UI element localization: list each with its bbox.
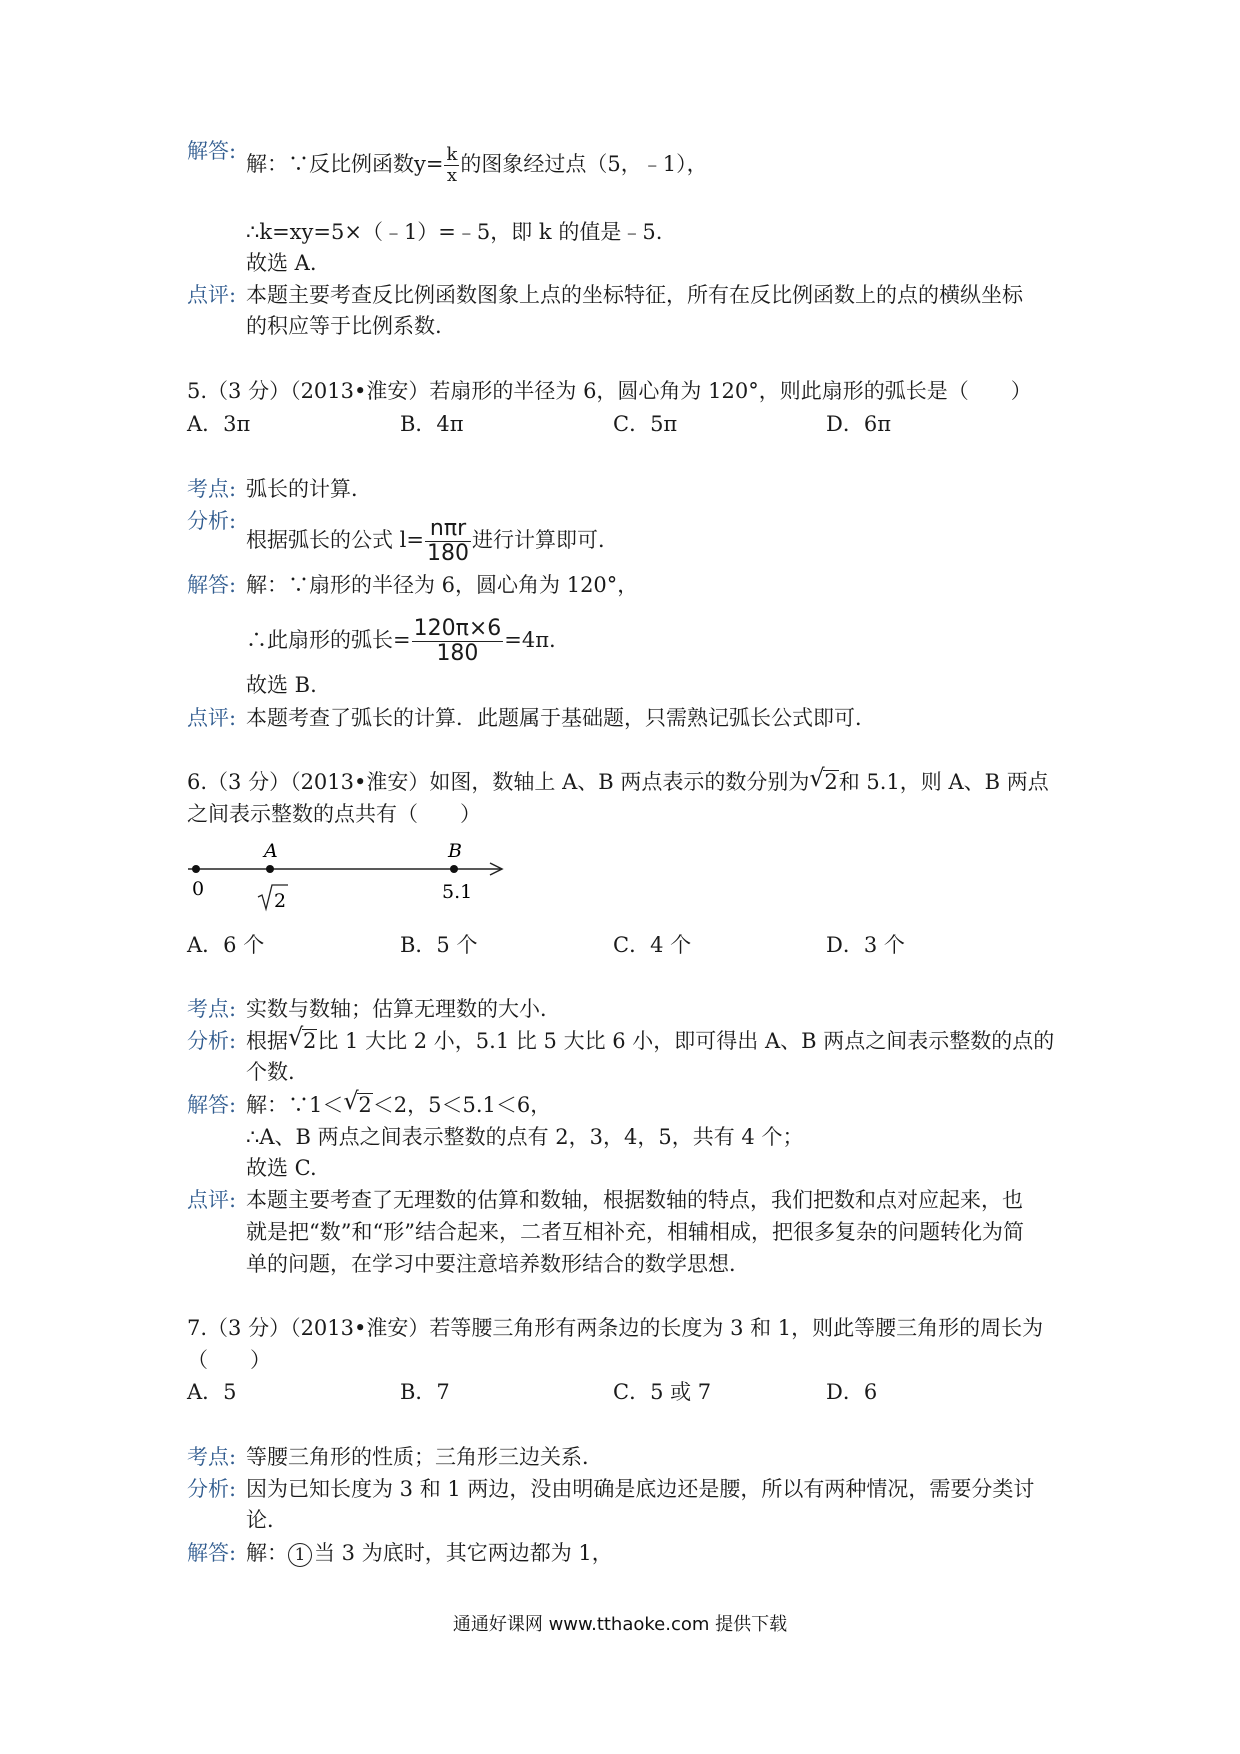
q7-option-d: D．6 [826, 1380, 878, 1404]
q6-comment-line-1: 本题主要考查了无理数的估算和数轴，根据数轴的特点，我们把数和点对应起来，也 [246, 1188, 1023, 1212]
q4-answer-line-2: ∴k=xy=5×（﹣1）=﹣5，即 k 的值是﹣5. [246, 220, 663, 244]
q5-option-d: D．6π [826, 412, 891, 436]
q6-stem-line-2: 之间表示整数的点共有（ ） [187, 802, 481, 826]
q6-option-b: B．5 个 [400, 933, 478, 957]
q5-arc-calc-den: 180 [412, 641, 504, 665]
q5-arc-calc [412, 618, 504, 665]
q6-analysis-sqrt: √ 2 [288, 1023, 317, 1053]
knowledge-label: 考点: [187, 997, 237, 1021]
q6-stem-text: 6.（3 分）（2013•淮安）如图，数轴上 A、B 两点表示的数分别为 [187, 770, 810, 794]
knowledge-label: 考点: [187, 477, 237, 501]
q5-knowledge: 弧长的计算． [246, 477, 372, 501]
analysis-label: 分析: [187, 1029, 237, 1053]
q6-number-line-figure [180, 835, 520, 935]
knowledge-label: 考点: [187, 1445, 237, 1469]
q6-option-a: A．6 个 [187, 933, 265, 957]
q5-answer-text: ∴此扇形的弧长= [246, 628, 411, 652]
q7-option-c: C．5 或 7 [613, 1380, 712, 1404]
q4-fraction-den: x [444, 165, 459, 185]
q5-comment: 本题考查了弧长的计算．此题属于基础题，只需熟记弧长公式即可． [246, 706, 876, 730]
comment-label: 点评: [187, 706, 237, 730]
q6-analysis-line-1 [246, 1023, 1055, 1055]
q5-arc-calc-num: 120π×6 [413, 616, 502, 641]
comment-label: 点评: [187, 283, 237, 307]
q6-stem-line-1 [187, 764, 1049, 796]
q6-answer-sqrt: √ 2 [343, 1087, 372, 1117]
q6-analysis-text-end: 比 1 大比 2 小，5.1 比 5 大比 6 小，即可得出 A、B 两点之间表示整数的点的 [317, 1029, 1055, 1053]
origin-point [192, 865, 200, 873]
q5-answer-line-1: 解：∵扇形的半径为 6，圆心角为 120°， [246, 573, 639, 597]
q4-comment-line-1: 本题主要考查反比例函数图象上点的坐标特征，所有在反比例函数上的点的横纵坐标 [246, 283, 1023, 307]
point-a-label: A [264, 840, 278, 862]
q5-answer-text-end: =4π. [504, 628, 556, 652]
q6-analysis-line-2: 个数. [246, 1060, 295, 1084]
point-b-label: B [448, 840, 462, 862]
q6-option-c: C．4 个 [613, 933, 692, 957]
q7-option-b: B．7 [400, 1380, 450, 1404]
q4-answer-text: 解：∵反比例函数 [246, 152, 414, 176]
analysis-label: 分析: [187, 1477, 237, 1501]
q5-arc-formula-num: nπr [429, 516, 467, 541]
q5-answer-line-2 [246, 618, 556, 665]
q6-comment-line-2: 就是把“数”和“形”结合起来，二者互相补充，相辅相成，把很多复杂的问题转化为简 [246, 1220, 1024, 1244]
page-footer: 通通好课网 www.tthaoke.com 提供下载 [452, 1614, 788, 1635]
answer-label: 解答: [187, 139, 237, 163]
q5-option-b: B．4π [400, 412, 464, 436]
q6-analysis-text: 根据 [246, 1029, 288, 1053]
q4-comment-line-2: 的积应等于比例系数. [246, 314, 442, 338]
q7-answer-line-1 [246, 1539, 613, 1567]
answer-label: 解答: [187, 1093, 237, 1117]
q4-formula-y: y= [414, 152, 444, 176]
q6-sqrt-radicand: 2 [824, 770, 838, 794]
q5-option-a: A．3π [187, 412, 251, 436]
q7-analysis-line-1: 因为已知长度为 3 和 1 两边，没由明确是底边还是腰，所以有两种情况，需要分类讨 [246, 1477, 1035, 1501]
origin-label: 0 [192, 878, 205, 900]
q6-option-d: D．3 个 [826, 933, 905, 957]
q4-fraction-num: k [446, 144, 458, 165]
q4-answer-line-1 [246, 146, 708, 185]
q7-stem-line-1: 7.（3 分）（2013•淮安）若等腰三角形有两条边的长度为 3 和 1，则此等腰三角形的周长为 [187, 1316, 1044, 1340]
circled-number: 1 [288, 1543, 312, 1567]
q6-answer-sqrt-radicand: 2 [358, 1093, 372, 1117]
point-a-dot [266, 865, 274, 873]
answer-label: 解答: [187, 1541, 237, 1565]
q4-fraction [444, 146, 459, 185]
point-b-value: 5.1 [442, 881, 473, 903]
q5-option-c: C．5π [613, 412, 678, 436]
q5-analysis-text-end: 进行计算即可． [472, 528, 619, 552]
q6-answer-text-end: ＜2，5＜5.1＜6， [372, 1093, 552, 1117]
q5-arc-formula-den: 180 [427, 541, 469, 566]
point-a-value: 2 [274, 890, 287, 912]
q7-analysis-line-2: 论． [246, 1508, 288, 1532]
q7-stem-line-2: （ ） [187, 1348, 271, 1372]
q4-answer-line-3: 故选 A. [246, 251, 317, 275]
point-b-dot [450, 865, 458, 873]
q5-analysis [246, 518, 619, 565]
q7-answer-text: 解： [246, 1541, 288, 1565]
q5-arc-formula [425, 518, 471, 565]
q6-analysis-sqrt-radicand: 2 [303, 1029, 317, 1053]
q6-answer-text: 解：∵1＜ [246, 1093, 344, 1117]
q6-answer-line-2: ∴A、B 两点之间表示整数的点有 2，3，4，5，共有 4 个； [246, 1125, 804, 1149]
q5-analysis-text: 根据弧长的公式 l= [246, 528, 424, 552]
q4-answer-text-end: 的图象经过点（5，﹣1）， [460, 152, 708, 176]
q5-stem: 5.（3 分）（2013•淮安）若扇形的半径为 6，圆心角为 120°，则此扇形的弧长是（ ） [187, 379, 1032, 403]
q7-answer-text-end: 当 3 为底时，其它两边都为 1， [314, 1541, 613, 1565]
q5-answer-line-3: 故选 B. [246, 673, 317, 697]
q6-stem-text-end: 和 5.1，则 A、B 两点 [838, 770, 1049, 794]
q6-answer-line-1 [246, 1087, 552, 1119]
q7-knowledge: 等腰三角形的性质；三角形三边关系． [246, 1445, 603, 1469]
q6-knowledge: 实数与数轴；估算无理数的大小． [246, 997, 561, 1021]
analysis-label: 分析: [187, 509, 237, 533]
q6-answer-line-3: 故选 C. [246, 1156, 317, 1180]
q6-sqrt: √ 2 [809, 764, 838, 794]
comment-label: 点评: [187, 1188, 237, 1212]
answer-label: 解答: [187, 573, 237, 597]
q6-comment-line-3: 单的问题，在学习中要注意培养数形结合的数学思想． [246, 1252, 750, 1276]
q7-option-a: A．5 [187, 1380, 237, 1404]
